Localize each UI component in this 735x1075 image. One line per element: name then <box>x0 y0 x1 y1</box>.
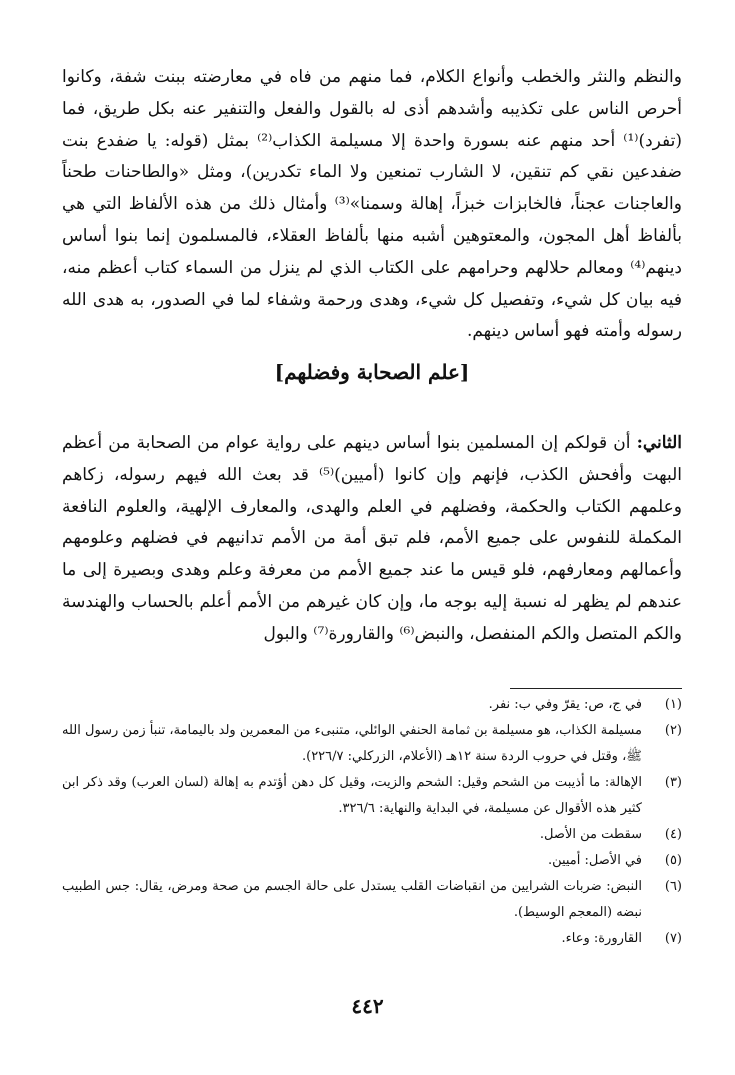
footnote-text: سقطت من الأصل. <box>539 827 642 842</box>
footnote-number: (٥) <box>664 853 682 868</box>
footnote-2 <box>62 718 682 770</box>
footnote-6 <box>62 874 682 926</box>
footnote-text: في الأصل: أميين. <box>547 853 642 868</box>
footnote-number: (٧) <box>664 931 682 946</box>
footnote-3 <box>62 770 682 822</box>
footnote-1 <box>62 692 682 718</box>
footnote-number: (٢) <box>664 723 682 738</box>
footnote-number: (٣) <box>664 775 682 790</box>
footnote-text: القارورة: وعاء. <box>561 931 642 946</box>
footnotes <box>62 692 682 952</box>
footnote-text: في ج، ص: يقرّ وفي ب: نفر. <box>488 697 642 712</box>
page-number: ٤٤٢ <box>351 994 384 1018</box>
paragraph-lead: الثاني: <box>636 433 682 453</box>
footnote-text: مسيلمة الكذاب، هو مسيلمة بن ثمامة الحنفي الوائلي، متنبىء من المعمرين ولد باليمامة، تنبأ زمن رسول الله ﷺ، وقتل في حروب الردة سنة ١٢هـ (الأعلام، الزركلي: ٢٢٦/٧). <box>62 723 642 764</box>
footnote-4 <box>62 822 682 848</box>
main-text-second <box>62 428 682 651</box>
footnote-number: (٦) <box>664 879 682 894</box>
paragraph-first: والنظم والنثر والخطب وأنواع الكلام، فما منهم من فاه في معارضته ببنت شفة، وكانوا أحرص الناس على تكذيبه وأشدهم أذى له بالقول والفعل والتنفير عنه بكل طريق، فما (تفرد)⁽¹⁾ أحد منهم عنه بسورة واحدة إلا مسيلمة الكذاب⁽²⁾ بمثل (قوله: يا ضفدع بنت ضفدعين نقي كم تنقين، لا الشارب تمنعين ولا الماء تكدرين)، ومثل «والطاحنات طحناً والعاجنات عجناً، فالخابزات خبزاً، إهالة وسمنا»⁽³⁾ وأمثال ذلك من هذه الألفاظ التي هي بألفاظ أهل المجون، والمعتوهين أشبه منها بألفاظ العقلاء، فالمسلمون إنما بنوا أساس دينهم⁽⁴⁾ ومعالم حلالهم وحرامهم على الكتاب الذي لم ينزل من السماء كتاب أعظم منه، فيه بيان كل شيء، وتفصيل كل شيء، وهدى ورحمة وشفاء لما في الصدور، به هدى الله رسوله وأمته فهو أساس دينهم. <box>62 67 682 342</box>
section-heading: [علم الصحابة وفضلهم] <box>274 360 470 384</box>
footnote-text: النبض: ضربات الشرايين من انقباضات القلب يستدل على حالة الجسم من صحة ومرض، يقال: جس الطبيب نبضه (المعجم الوسيط). <box>62 879 642 920</box>
footnote-text: الإهالة: ما أذيبت من الشحم وقيل: الشحم والزيت، وقيل كل دهن أؤتدم به إهالة (لسان العرب) وقد ذكر ابن كثير هذه الأقوال عن مسيلمة، في البداية والنهاية: ٣٢٦/٦. <box>62 775 642 816</box>
footnote-7 <box>62 926 682 952</box>
footnote-separator <box>510 688 682 689</box>
footnote-number: (١) <box>664 697 682 712</box>
footnote-number: (٤) <box>664 827 682 842</box>
footnote-5 <box>62 848 682 874</box>
paragraph-second-text: أن قولكم إن المسلمين بنوا أساس دينهم على رواية عوام من الصحابة من أعظم البهت وأفحش الكذب، فإنهم وإن كانوا (أميين)⁽⁵⁾ قد بعث الله فيهم رسوله، زكاهم وعلمهم الكتاب والحكمة، وفضلهم في العلم والهدى، والمعارف الإلهية، والعلوم النافعة المكملة للنفوس على جميع الأمم، فلم تبق أمة من الأمم تدانيهم في فضلهم وعلومهم وأعمالهم ومعارفهم، فلو قيس ما عند جميع الأمم من معرفة وعلم وهدى وبصيرة إلى ما عندهم لم يظهر له نسبة إليه بوجه ما، وإن كان غيرهم من الأمم أعلم بالحساب والهندسة والكم المتصل والكم المنفصل، والنبض⁽⁶⁾ والقارورة⁽⁷⁾ والبول <box>62 433 683 644</box>
main-text-first <box>62 62 682 348</box>
paragraph-second <box>62 428 682 651</box>
